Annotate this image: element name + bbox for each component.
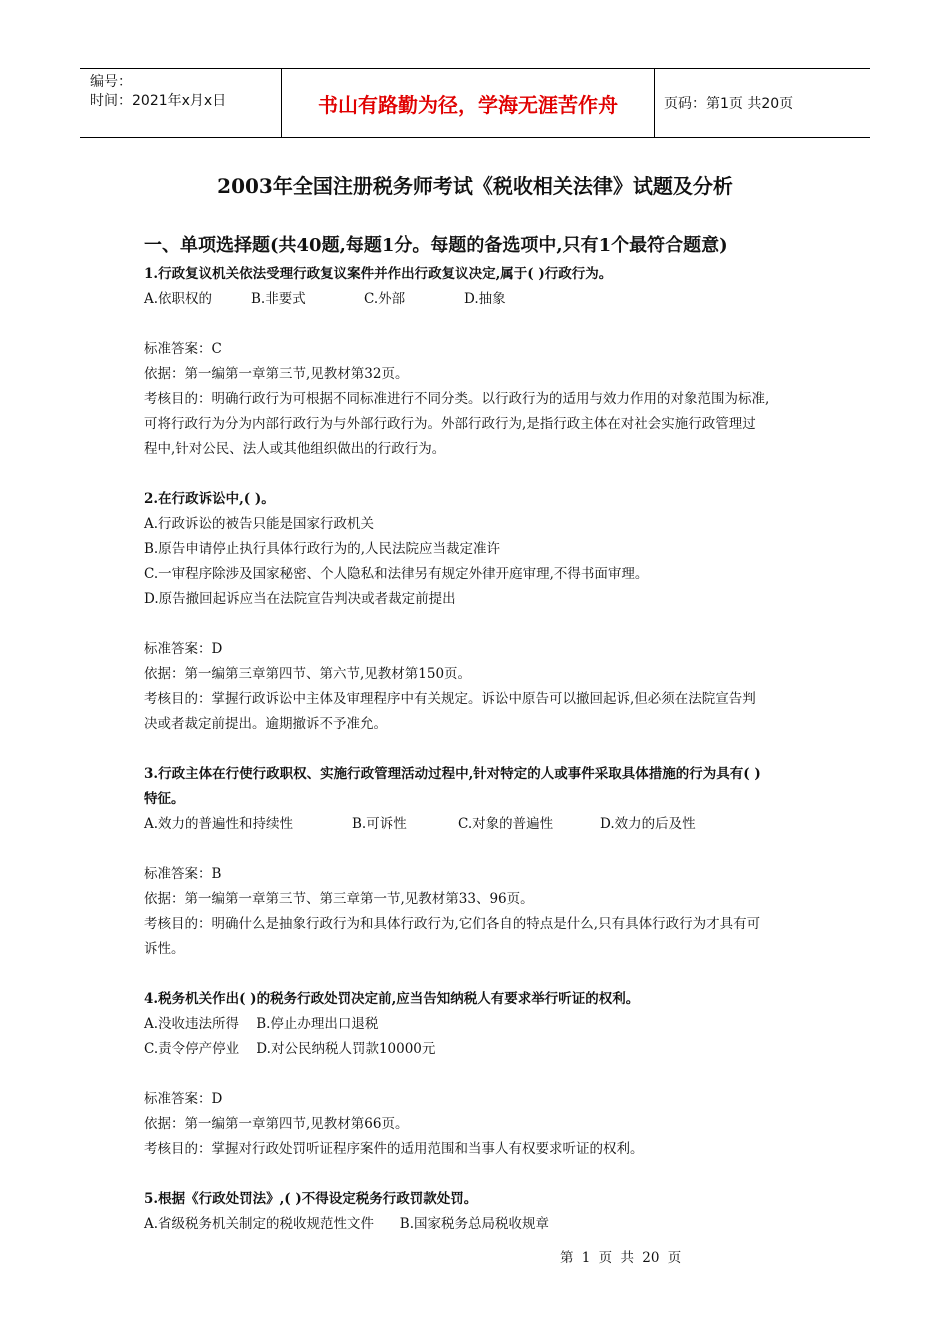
option: D.原告撤回起诉应当在法院宣告判决或者裁定前提出 [144,591,456,607]
header-meta-cell [80,69,282,137]
answer: 标准答案：D [144,1091,223,1107]
question-stem: 5.根据《行政处罚法》,( )不得设定税务行政罚款处罚。 [144,1191,478,1207]
purpose-line: 程中,针对公民、法人或其他组织做出的行政行为。 [144,441,446,457]
answer: 标准答案：D [144,641,223,657]
option: A.效力的普遍性和持续性 [144,816,294,832]
basis: 依据：第一编第三章第四节、第六节,见教材第150页。 [144,666,472,682]
page-info: 页码：第1页 共20页 [664,96,794,112]
purpose-line: 考核目的：掌握对行政处罚听证程序案件的适用范围和当事人有权要求听证的权利。 [144,1141,644,1157]
option: C.一审程序除涉及国家秘密、个人隐私和法律另有规定外律开庭审理,不得书面审理。 [144,566,649,582]
option: C.外部 [364,291,406,307]
option: A.行政诉讼的被告只能是国家行政机关 [144,516,375,532]
answer: 标准答案：C [144,341,222,357]
purpose-line: 可将行政行为分为内部行政行为与外部行政行为。外部行政行为,是指行政主体在对社会实施行政管理过 [144,416,756,432]
purpose-line: 诉性。 [144,941,185,957]
options-row [144,812,814,837]
motto: 书山有路勤为径，学海无涯苦作舟 [282,69,655,137]
option: B.可诉性 [352,816,407,832]
question-stem: 4.税务机关作出( )的税务行政处罚决定前,应当告知纳税人有要求举行听证的权利。 [144,991,640,1007]
basis: 依据：第一编第一章第四节,见教材第66页。 [144,1116,409,1132]
option: B.原告申请停止执行具体行政行为的,人民法院应当裁定准许 [144,541,501,557]
option: A.依职权的 [144,291,213,307]
purpose-line: 考核目的：明确什么是抽象行政行为和具体行政行为,它们各自的特点是什么,只有具体行政行为才具有可 [144,916,761,932]
purpose-line: 考核目的：掌握行政诉讼中主体及审理程序中有关规定。诉讼中原告可以撤回起诉,但必须在法院宣告判 [144,691,756,707]
purpose-line: 考核目的：明确行政行为可根据不同标准进行不同分类。以行政行为的适用与效力作用的对象范围为标准, [144,391,770,407]
option: C.责令停产停业 D.对公民纳税人罚款10000元 [144,1041,436,1057]
option: A.没收违法所得 B.停止办理出口退税 [144,1016,379,1032]
question-stem: 3.行政主体在行使行政职权、实施行政管理活动过程中,针对特定的人或事件采取具体措施的行为具有( ) [144,766,761,782]
option: D.效力的后及性 [600,816,696,832]
page-header [80,68,870,138]
document-title: 2003年全国注册税务师考试《税收相关法律》试题及分析 [217,174,733,198]
question-stem: 2.在行政诉讼中,( )。 [144,491,275,507]
option: D.抽象 [464,291,506,307]
purpose-line: 决或者裁定前提出。逾期撤诉不予准允。 [144,716,387,732]
options-row [144,287,814,312]
answer: 标准答案：B [144,866,222,882]
document-body [144,232,814,1237]
basis: 依据：第一编第一章第三节,见教材第32页。 [144,366,409,382]
date-label: 时间：2021年x月x日 [90,93,227,109]
section-heading: 一、单项选择题(共40题,每题1分。每题的备选项中,只有1个最符合题意) [144,235,728,256]
page-footer: 第 1 页 共 20 页 [560,1250,682,1266]
option: A.省级税务机关制定的税收规范性文件 B.国家税务总局税收规章 [144,1216,549,1232]
serial-number-label: 编号： [90,74,132,90]
option: B.非要式 [251,291,306,307]
question-stem: 1.行政复议机关依法受理行政复议案件并作出行政复议决定,属于( )行政行为。 [144,266,613,282]
question-stem: 特征。 [144,791,185,807]
option: C.对象的普遍性 [458,816,554,832]
basis: 依据：第一编第一章第三节、第三章第一节,见教材第33、96页。 [144,891,534,907]
